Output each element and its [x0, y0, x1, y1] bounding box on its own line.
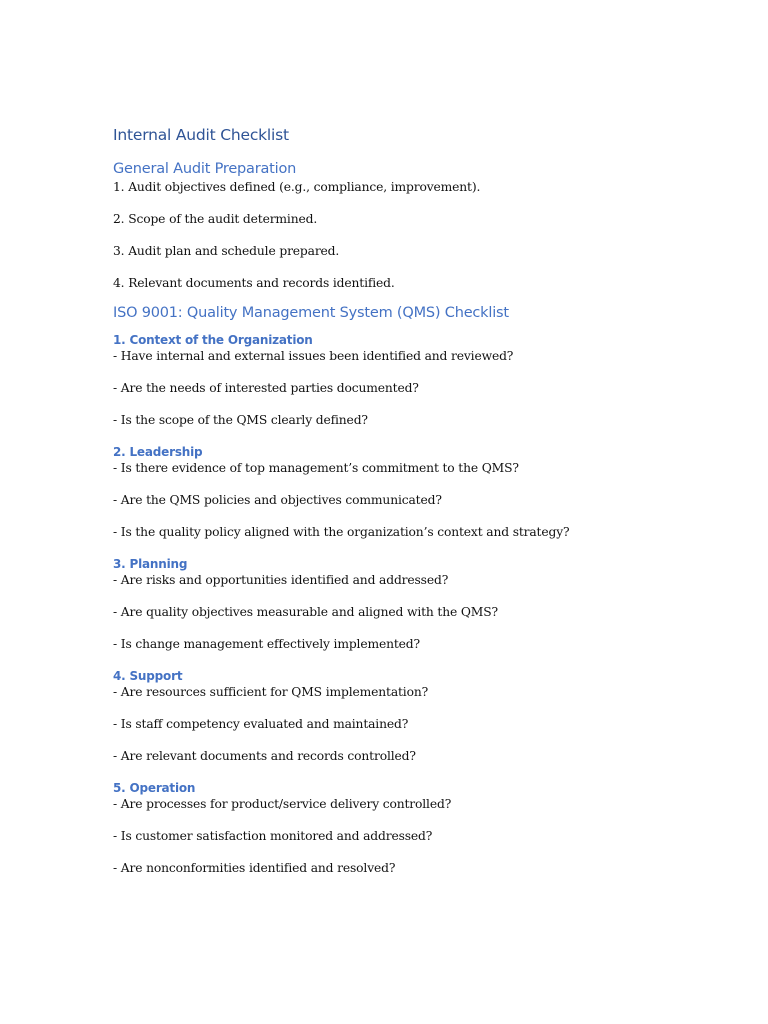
checklist-item: - Is staff competency evaluated and maintained? — [113, 717, 409, 731]
checklist-item: - Are the needs of interested parties documented? — [113, 381, 419, 395]
general-section-heading: General Audit Preparation — [113, 161, 297, 177]
general-item: 3. Audit plan and schedule prepared. — [113, 244, 340, 258]
checklist-item: - Is customer satisfaction monitored and addressed? — [113, 829, 433, 843]
general-item: 1. Audit objectives defined (e.g., compliance, improvement). — [113, 180, 481, 194]
checklist-item: - Are nonconformities identified and resolved? — [113, 861, 396, 875]
checklist-item: - Are risks and opportunities identified and addressed? — [113, 573, 449, 587]
iso-subsection-heading: 2. Leadership — [113, 445, 203, 459]
iso-section-heading: ISO 9001: Quality Management System (QMS) Checklist — [113, 305, 509, 321]
checklist-item: - Is the quality policy aligned with the organization’s context and strategy? — [113, 525, 570, 539]
document-title: Internal Audit Checklist — [113, 126, 289, 144]
document-page — [113, 123, 713, 876]
general-item: 2. Scope of the audit determined. — [113, 212, 318, 226]
checklist-item: - Are the QMS policies and objectives communicated? — [113, 493, 442, 507]
checklist-item: - Have internal and external issues been identified and reviewed? — [113, 349, 514, 363]
checklist-item: - Is there evidence of top management’s commitment to the QMS? — [113, 461, 519, 475]
iso-subsection-heading: 4. Support — [113, 669, 183, 683]
checklist-item: - Are resources sufficient for QMS implementation? — [113, 685, 429, 699]
checklist-item: - Is change management effectively implemented? — [113, 637, 420, 651]
iso-subsection-heading: 5. Operation — [113, 781, 196, 795]
checklist-item: - Are quality objectives measurable and aligned with the QMS? — [113, 605, 498, 619]
iso-subsection-heading: 3. Planning — [113, 557, 188, 571]
checklist-item: - Are relevant documents and records controlled? — [113, 749, 416, 763]
checklist-item: - Are processes for product/service delivery controlled? — [113, 797, 452, 811]
general-item: 4. Relevant documents and records identified. — [113, 276, 395, 290]
checklist-item: - Is the scope of the QMS clearly defined? — [113, 413, 368, 427]
iso-subsection-heading: 1. Context of the Organization — [113, 333, 313, 347]
